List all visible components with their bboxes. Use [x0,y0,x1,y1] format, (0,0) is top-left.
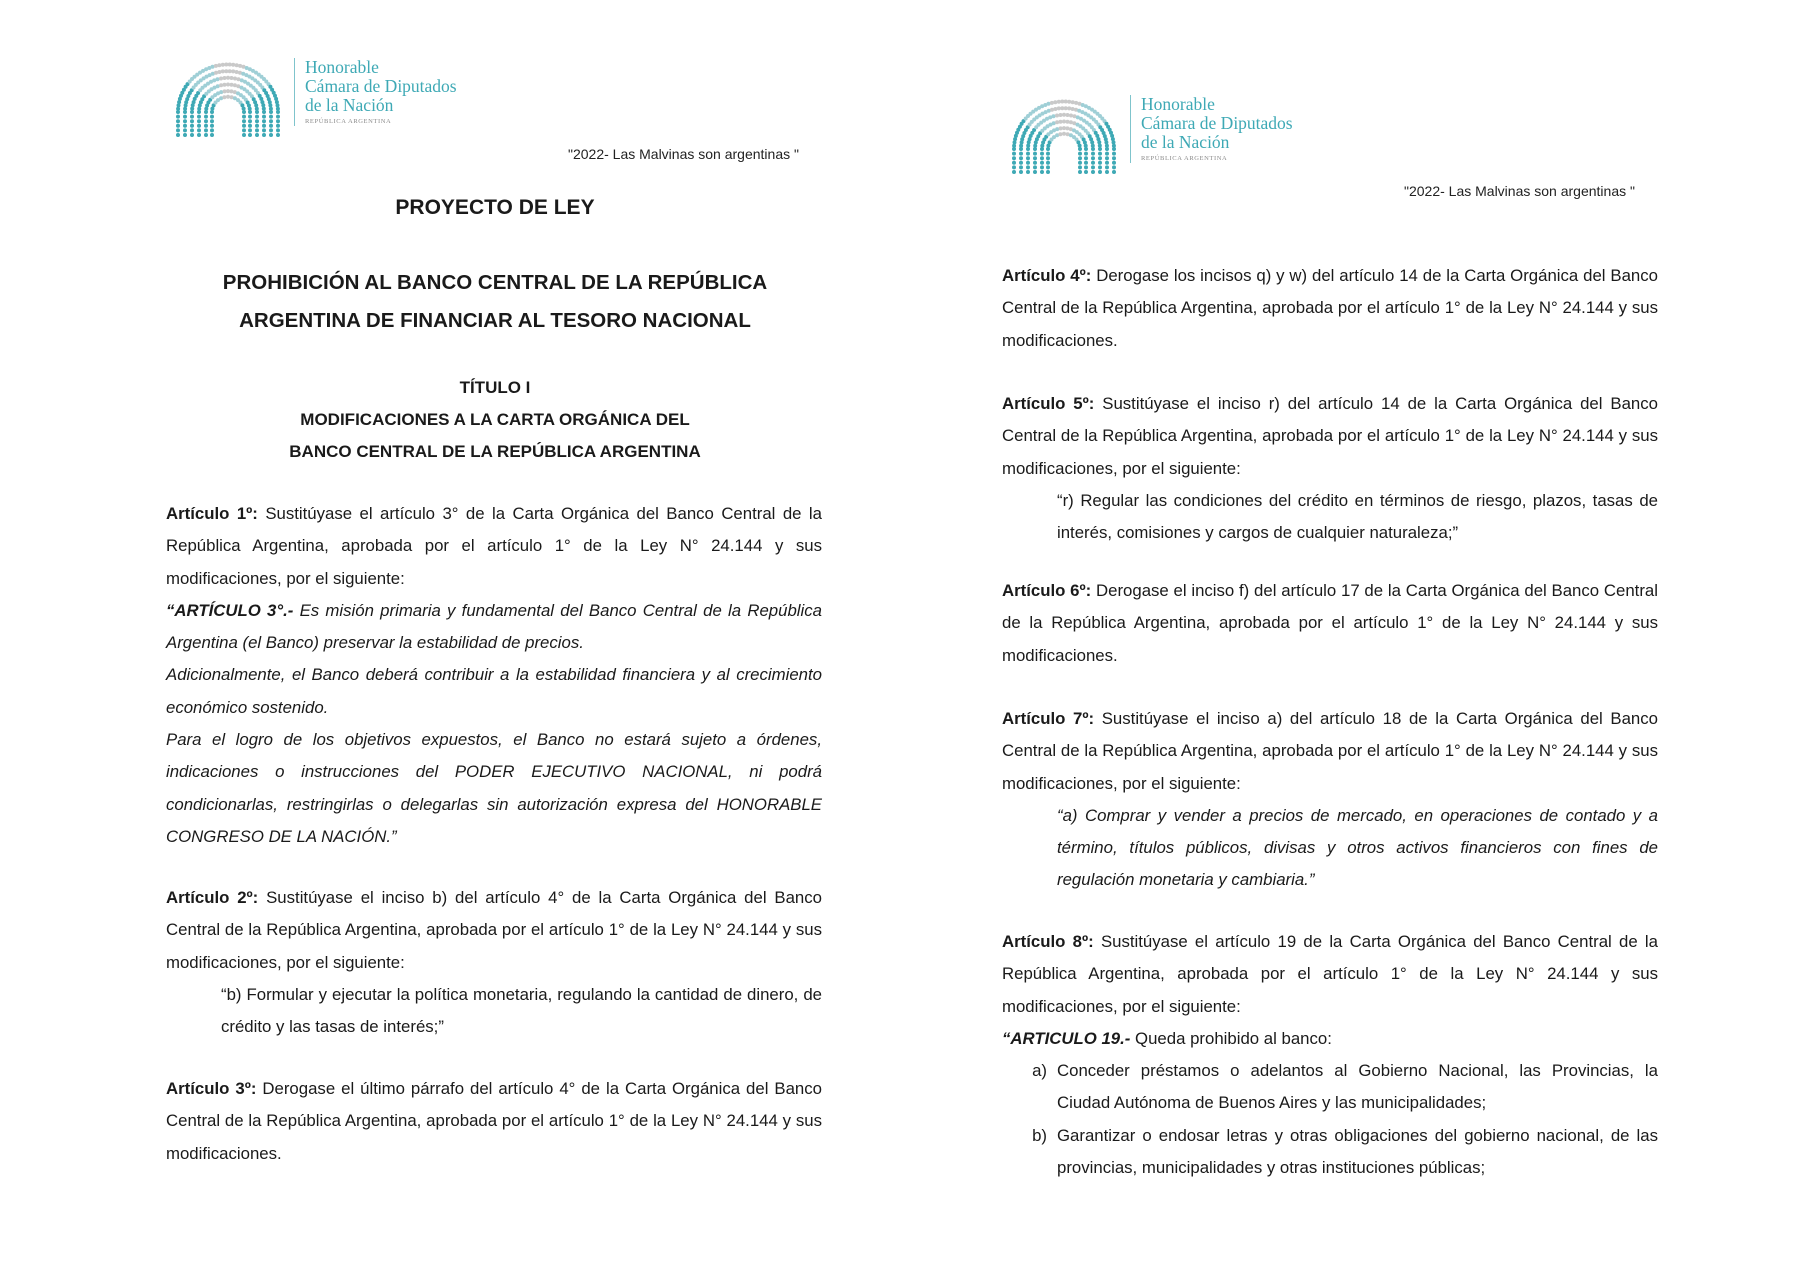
logo-subtitle: REPÚBLICA ARGENTINA [305,118,392,125]
title-line-1: PROHIBICIÓN AL BANCO CENTRAL DE LA REPÚBLICA [222,271,768,294]
titulo-sub-2: BANCO CENTRAL DE LA REPÚBLICA ARGENTINA [289,442,701,461]
document-type: PROYECTO DE LEY [395,196,595,219]
article-1 [166,498,822,853]
logo-line-2: Cámara de Diputados [305,76,457,96]
article-text: Derogase el último párrafo del artículo 4° de la Carta Orgánica del Banco Central de la República Argentina, aprobada por el artículo 1° de la Ley N° 24.144 y sus modificaciones. [166,1079,822,1163]
article-label: Artículo 3º: [166,1079,257,1098]
article-quote: “b) Formular y ejecutar la política monetaria, regulando la cantidad de dinero, de crédito y las tasas de interés;” [221,984,822,1037]
article-label: Artículo 5º: [1002,394,1095,413]
document-page-2 [902,0,1804,1280]
article-text: Sustitúyase el inciso r) del artículo 14 de la Carta Orgánica del Banco Central de la República Argentina, aprobada por el artículo 1° de la Ley N° 24.144 y sus modificaciones, por el siguiente: [1002,394,1658,478]
quote-paragraph-2: Adicionalmente, el Banco deberá contribuir a la estabilidad financiera y al crecimiento económico sostenido. [166,665,822,717]
article-8 [1002,926,1658,1184]
list-item [1002,1120,1658,1185]
logo-line-1: Honorable [1141,94,1215,114]
article-label: Artículo 1º: [166,504,258,523]
article-2 [166,882,822,1043]
list-item-text: Garantizar o endosar letras y otras obligaciones del gobierno nacional, de las provincias, municipalidades y otras instituciones públicas; [1057,1125,1658,1178]
motto: "2022- Las Malvinas son argentinas " [1404,183,1635,199]
logo-line-1: Honorable [305,57,379,77]
logo-line-2: Cámara de Diputados [1141,113,1293,133]
article-6 [1002,575,1658,672]
quote-paragraph-1: Es misión primaria y fundamental del Banco Central de la República Argentina (el Banco) preservar la estabilidad de precios. [166,600,822,653]
quote-text: Queda prohibido al banco: [1130,1028,1332,1048]
article-7 [1002,703,1658,897]
logo-text [1130,95,1293,163]
titulo-number: TÍTULO I [459,378,531,397]
list-item-mark: a) [1032,1061,1047,1081]
motto: "2022- Las Malvinas son argentinas " [568,146,799,162]
article-text: Sustitúyase el inciso b) del artículo 4° de la Carta Orgánica del Banco Central de la República Argentina, aprobada por el artículo 1° de la Ley N° 24.144 y sus modificaciones, por el siguiente: [166,888,822,972]
titulo-sub-1: MODIFICACIONES A LA CARTA ORGÁNICA DEL [300,410,690,429]
article-label: Artículo 2º: [166,888,259,907]
list-item-text: Conceder préstamos o adelantos al Gobierno Nacional, las Provincias, la Ciudad Autónoma de Buenos Aires y las municipalidades; [1057,1061,1658,1113]
article-text: Derogase el inciso f) del artículo 17 de la Carta Orgánica del Banco Central de la República Argentina, aprobada por el artículo 1° de la Ley N° 24.144 y sus modificaciones. [1002,581,1658,665]
article-label: Artículo 8º: [1002,932,1094,951]
article-3 [166,1073,822,1170]
article-quote: “r) Regular las condiciones del crédito en términos de riesgo, plazos, tasas de interés, comisiones y cargos de cualquier naturaleza;” [1057,490,1658,543]
quote-label: “ARTÍCULO 3°.- [166,600,294,620]
logo-line-3: de la Nación [1141,132,1230,152]
article-quote: “a) Comprar y vender a precios de mercado, en operaciones de contado y a término, títulos públicos, divisas y otros activos financieros con fines de regulación monetaria y cambiaria.” [1057,805,1658,890]
logo-line-3: de la Nación [305,95,394,115]
article-label: Artículo 4º: [1002,266,1092,285]
list-item [1002,1055,1658,1120]
chamber-logo [1008,95,1293,175]
article-label: Artículo 7º: [1002,709,1095,728]
chamber-logo [172,58,457,138]
article-text: Sustitúyase el artículo 19 de la Carta Orgánica del Banco Central de la República Argentina, aprobada por el artículo 1° de la Ley N° 24.144 y sus modificaciones, por el siguiente: [1002,932,1658,1016]
logo-text [294,58,457,126]
article-5 [1002,388,1658,549]
article-4 [1002,260,1658,357]
title-line-2: ARGENTINA DE FINANCIAR AL TESORO NACIONAL [239,309,751,332]
list-item-mark: b) [1032,1125,1047,1145]
article-label: Artículo 6º: [1002,581,1092,600]
article-text: Sustitúyase el artículo 3° de la Carta Orgánica del Banco Central de la República Argentina, aprobada por el artículo 1° de la Ley N° 24.144 y sus modificaciones, por el siguiente: [166,504,822,588]
document-title [0,264,990,340]
article-text: Sustitúyase el inciso a) del artículo 18 de la Carta Orgánica del Banco Central de la República Argentina, aprobada por el artículo 1° de la Ley N° 24.144 y sus modificaciones, por el siguiente: [1002,709,1658,793]
quote-paragraph-3: Para el logro de los objetivos expuestos, el Banco no estará sujeto a órdenes, indicaciones o instrucciones del PODER EJECUTIVO NACIONAL, ni podrá condicionarlas, restringirlas o delegarlas sin autorización expresa del HONORABLE CONGRESO DE LA NACIÓN.” [166,730,822,846]
section-heading [0,372,990,468]
quote-label: “ARTICULO 19.- [1002,1028,1131,1048]
article-text: Derogase los incisos q) y w) del artículo 14 de la Carta Orgánica del Banco Central de la República Argentina, aprobada por el artículo 1° de la Ley N° 24.144 y sus modificaciones. [1002,266,1658,350]
chamber-arch-icon [1008,95,1120,175]
logo-subtitle: REPÚBLICA ARGENTINA [1141,155,1228,162]
chamber-arch-icon [172,58,284,138]
